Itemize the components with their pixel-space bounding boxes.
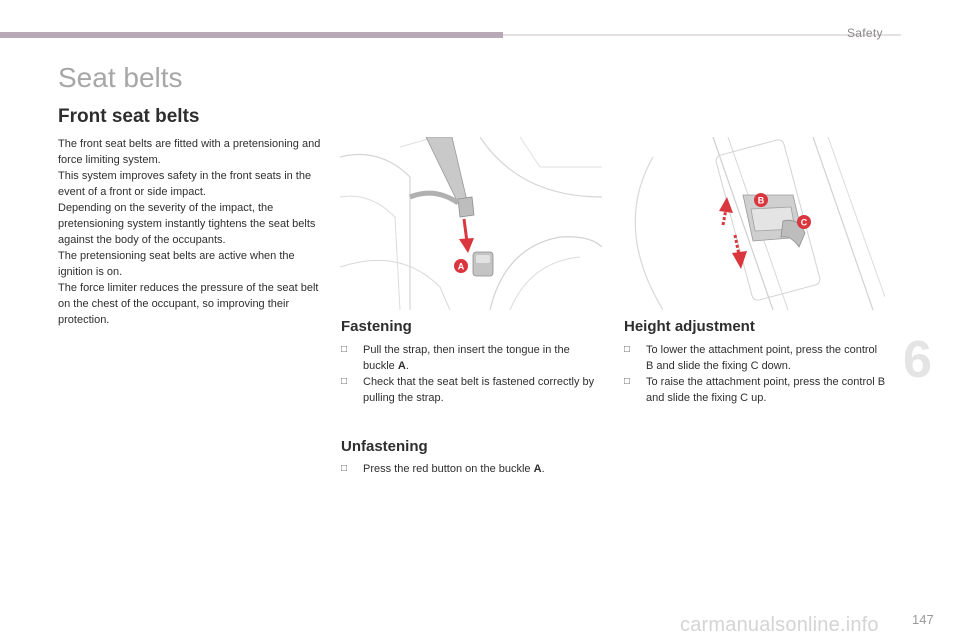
list-item [341, 374, 603, 406]
item-text: Pull the strap, then insert the tongue in the buckle [363, 344, 570, 372]
intro-paragraph: This system improves safety in the front seats in the event of a front or side impact. [58, 170, 312, 198]
checkbox-icon: □ [341, 463, 348, 474]
intro-paragraph: The front seat belts are fitted with a pretensioning and force limiting system. [58, 138, 321, 166]
intro-text [58, 136, 322, 328]
intro-paragraph: The pretensioning seat belts are active when the ignition is on. [58, 250, 295, 278]
checkbox-icon: □ [341, 376, 348, 387]
chapter-number: 6 [903, 331, 932, 389]
item-text: To lower the attachment point, press the control B and slide the fixing C down. [646, 344, 878, 372]
item-bold: A [533, 463, 542, 475]
list-item [624, 374, 886, 406]
watermark: carmanualsonline.info [680, 614, 879, 636]
item-text: Check that the seat belt is fastened correctly by pulling the strap. [363, 376, 595, 404]
callout-b: B [757, 195, 765, 206]
height-adjustment-heading: Height adjustment [624, 318, 755, 335]
page-number: 147 [912, 612, 934, 627]
intro-paragraph: Depending on the severity of the impact, the pretensioning system instantly tightens the seat belts against the body of the occupants. [58, 202, 316, 246]
list-item [624, 342, 886, 374]
callout-c: C [800, 217, 808, 228]
front-seat-belts-heading: Front seat belts [58, 106, 200, 127]
list-item [341, 461, 603, 477]
item-end: . [405, 360, 409, 372]
section-label: Safety [847, 26, 883, 40]
unfastening-list [341, 461, 603, 477]
checkbox-icon: □ [624, 344, 631, 355]
checkbox-icon: □ [341, 344, 348, 355]
checkbox-icon: □ [624, 376, 631, 387]
header-rule [503, 34, 901, 36]
item-text: Press the red button on the buckle [363, 463, 534, 475]
fastening-list [341, 342, 603, 406]
unfastening-heading: Unfastening [341, 438, 428, 455]
callout-a: A [457, 261, 465, 272]
page-title: Seat belts [58, 62, 183, 93]
fastening-illustration [340, 137, 602, 310]
item-text: To raise the attachment point, press the control B and slide the fixing C up. [646, 376, 886, 404]
item-bold: A [397, 360, 406, 372]
intro-paragraph: The force limiter reduces the pressure of the seat belt on the chest of the occupant, so improving their protection. [58, 282, 319, 326]
height-adjustment-list [624, 342, 886, 406]
height-adjustment-illustration [623, 137, 885, 310]
item-end: . [541, 463, 545, 475]
list-item [341, 342, 603, 374]
header-accent-bar [0, 32, 503, 38]
fastening-heading: Fastening [341, 318, 412, 335]
